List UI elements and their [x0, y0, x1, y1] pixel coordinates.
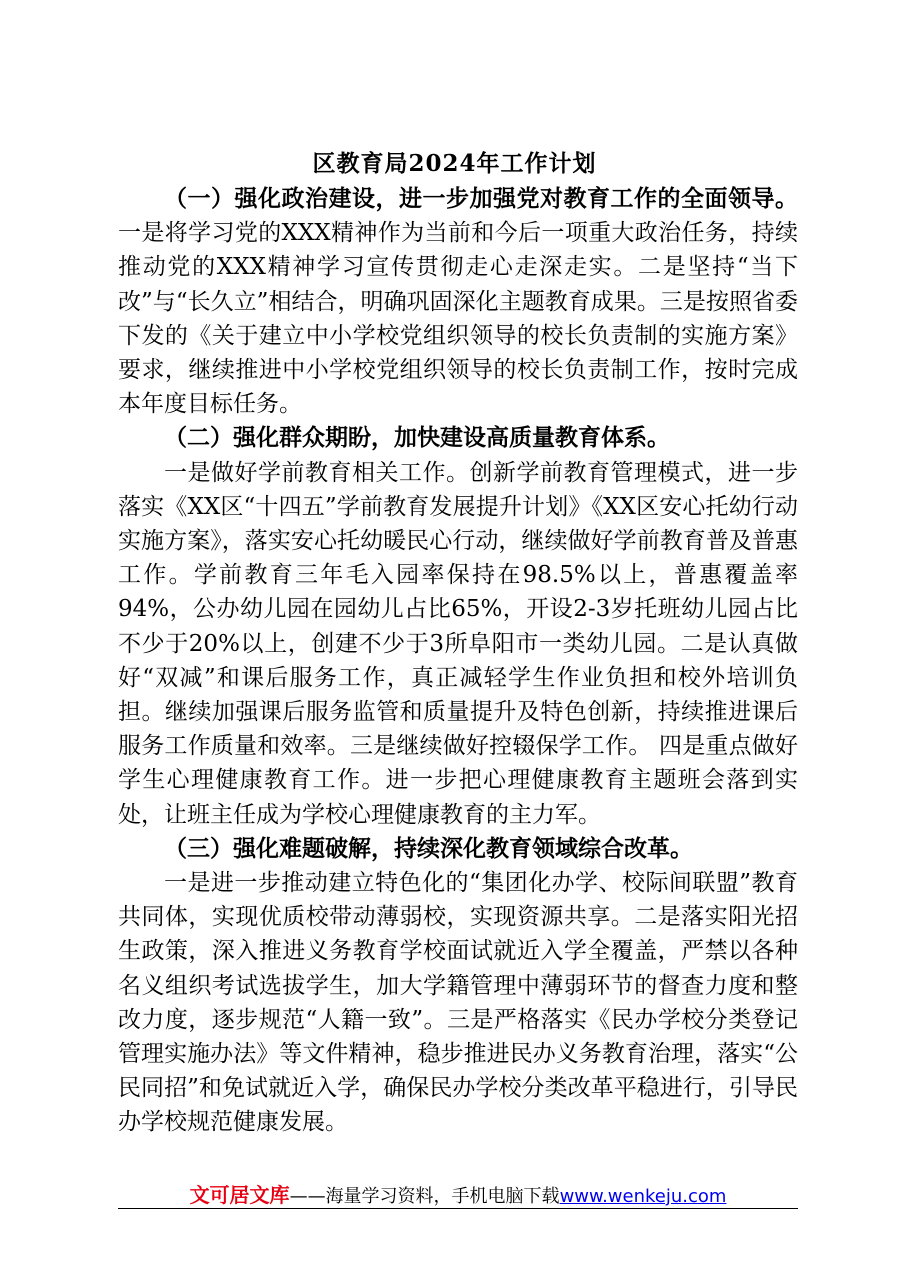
document-title: 区教育局2024年工作计划	[312, 150, 597, 177]
footer-url-link[interactable]: www.wenkeju.com	[559, 1186, 727, 1207]
footer-divider	[118, 1208, 798, 1209]
paragraph-body-1: 一是将学习党的XXX精神作为当前和今后一项重大政治任务，持续推动党的XXX精神学习宣传贯彻走心走深走实。二是坚持“当下改”与“长久立”相结合，明确巩固深化主题教育成果。三是按照省委下发的《关于建立中小学校党组织领导的校长负责制的实施方案》要求，继续推进中小学校党组织领导的校长负责制工作，按时完成本年度目标任务。	[118, 220, 798, 418]
section-heading-1: （一）强化政治建设，进一步加强党对教育工作的全面领导。	[164, 185, 798, 212]
document-body	[118, 182, 798, 1140]
paragraph-section-1	[118, 182, 798, 421]
paragraph-body-2: 一是做好学前教育相关工作。创新学前教育管理模式，进一步落实《XX区“十四五”学前教育发展提升计划》《XX区安心托幼行动实施方案》，落实安心托幼暖民心行动，继续做好学前教育普及普惠工作。学前教育三年毛入园率保持在98.5%以上，普惠覆盖率94%，公办幼儿园在园幼儿占比65%，开设2-3岁托班幼儿园占比不少于20%以上，创建不少于3所阜阳市一类幼儿园。二是认真做好“双减”和课后服务工作，真正减轻学生作业负担和校外培训负担。继续加强课后服务监管和质量提升及特色创新，持续推进课后服务工作质量和效率。三是继续做好控辍保学工作。 四是重点做好学生心理健康教育工作。进一步把心理健康教育主题班会落到实处，让班主任成为学校心理健康教育的主力军。	[118, 459, 798, 828]
paragraph-body-3: 一是进一步推动建立特色化的“集团化办学、校际间联盟”教育共同体，实现优质校带动薄弱校，实现资源共享。二是落实阳光招生政策，深入推进义务教育学校面试就近入学全覆盖，严禁以各种名义组织考试选拔学生，加大学籍管理中薄弱环节的督查力度和整改力度，逐步规范“人籍一致”。三是严格落实《民办学校分类登记管理实施办法》等文件精神，稳步推进民办义务教育治理，落实“公民同招”和免试就近入学，确保民办学校分类改革平稳进行，引导民办学校规范健康发展。	[118, 870, 798, 1136]
footer-slogan: ——海量学习资料，手机电脑下载	[289, 1186, 560, 1207]
section-heading-2: （二）强化群众期盼，加快建设高质量教育体系。	[164, 424, 670, 452]
footer-brand: 文可居文库	[189, 1183, 290, 1207]
section-heading-3: （三）强化难题破解，持续深化教育领域综合改革。	[164, 834, 693, 862]
